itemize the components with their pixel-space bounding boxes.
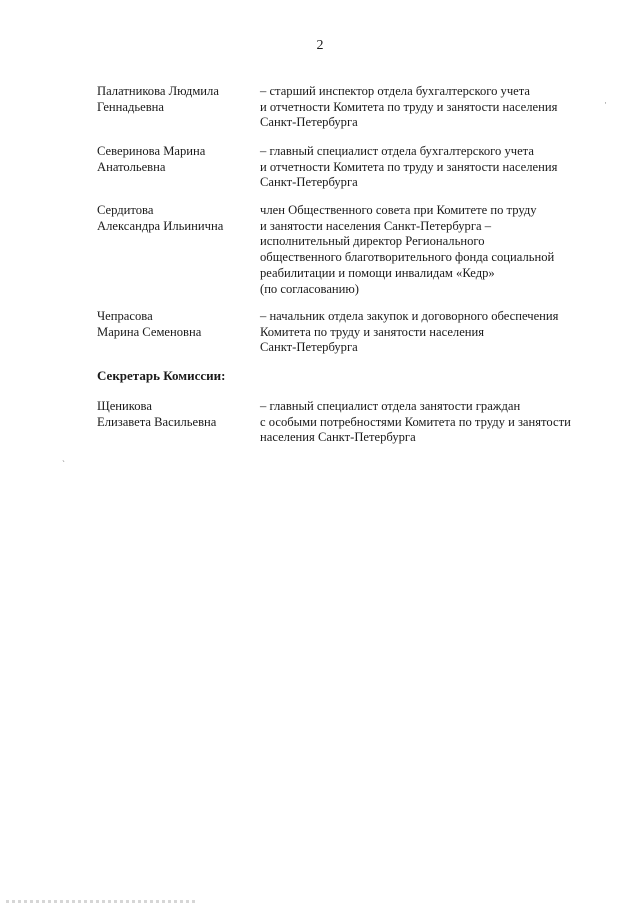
scan-footer-noise bbox=[6, 900, 196, 903]
member-name: Чепрасова Марина Семеновна bbox=[97, 309, 202, 339]
page-number: 2 bbox=[316, 38, 324, 53]
member-name: Палатникова Людмила Геннадьевна bbox=[97, 84, 219, 114]
member-role: – начальник отдела закупок и договорного обеспечения Комитета по труду и занятости населения Санкт-Петербурга bbox=[260, 309, 559, 355]
secretary-role: – главный специалист отдела занятости граждан с особыми потребностями Комитета по труду и занятости населения Санкт-Петербурга bbox=[260, 399, 571, 445]
member-role: член Общественного совета при Комитете по труду и занятости населения Санкт-Петербурга – исполнительный директор Регионального общественного благотворительного фонда социальной реабилитации и помощи инвалидам «Кедр» (по согласованию) bbox=[260, 203, 555, 296]
secretary-heading: Секретарь Комиссии: bbox=[97, 368, 226, 383]
secretary-name: Щеникова Елизавета Васильевна bbox=[97, 399, 217, 429]
member-name: Сердитова Александра Ильинична bbox=[97, 203, 224, 233]
member-role: – главный специалист отдела бухгалтерского учета и отчетности Комитета по труду и занятости населения Санкт-Петербурга bbox=[260, 144, 558, 190]
member-name: Северинова Марина Анатольевна bbox=[97, 144, 206, 174]
member-role: – старший инспектор отдела бухгалтерского учета и отчетности Комитета по труду и занятости населения Санкт-Петербурга bbox=[260, 84, 558, 130]
scan-speck: ˏ bbox=[62, 452, 65, 462]
scan-speck: · bbox=[604, 98, 607, 108]
